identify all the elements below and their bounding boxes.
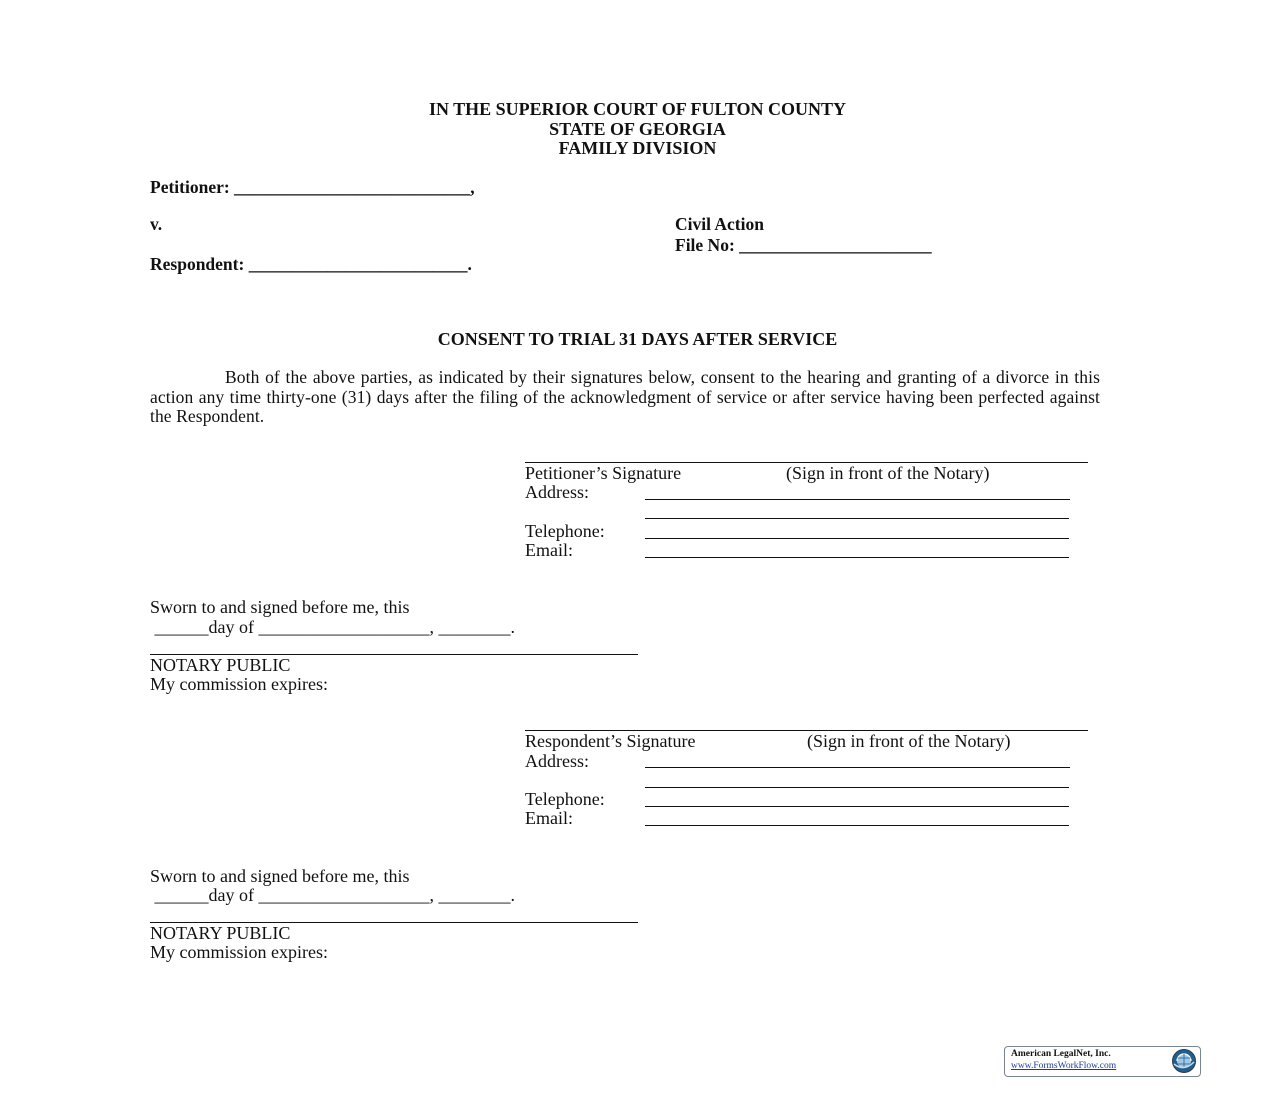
consent-paragraph xyxy=(150,368,1100,427)
petitioner-address-line-2 xyxy=(645,518,1069,519)
sworn-statement: Sworn to and signed before me, this xyxy=(150,866,410,886)
notary-public-label: NOTARY PUBLIC xyxy=(150,655,291,675)
notary-public-label: NOTARY PUBLIC xyxy=(150,923,291,943)
civil-action-label: Civil Action xyxy=(675,214,764,234)
respondent-email-line xyxy=(645,825,1069,826)
respondent-signature-label: Respondent’s Signature xyxy=(525,731,696,751)
respondent-email-label: Email: xyxy=(525,808,573,828)
petitioner-telephone-label: Telephone: xyxy=(525,521,605,541)
commission-expires-label: My commission expires: xyxy=(150,674,328,694)
respondent-address-label: Address: xyxy=(525,751,589,771)
respondent-telephone-line xyxy=(645,806,1069,807)
petitioner-address-label: Address: xyxy=(525,482,589,502)
document-title: CONSENT TO TRIAL 31 DAYS AFTER SERVICE xyxy=(437,329,838,349)
petitioner-email-line xyxy=(645,557,1069,558)
petitioner-email-label: Email: xyxy=(525,540,573,560)
division-name: FAMILY DIVISION xyxy=(558,138,717,158)
american-legalnet-logo[interactable] xyxy=(1004,1046,1201,1077)
respondent-address-line-1 xyxy=(645,767,1070,768)
file-no-line: File No: ______________________ xyxy=(675,235,932,255)
petitioner-address-line-1 xyxy=(645,499,1070,500)
versus-label: v. xyxy=(150,214,163,234)
petitioner-signature-label: Petitioner’s Signature xyxy=(525,463,682,483)
notary-date-line: ______day of ___________________, ________. xyxy=(150,617,515,637)
commission-expires-label: My commission expires: xyxy=(150,942,328,962)
respondent-line: Respondent: _________________________. xyxy=(150,254,472,274)
respondent-address-line-2 xyxy=(645,787,1069,788)
respondent-sign-note: (Sign in front of the Notary) xyxy=(807,731,1011,751)
petitioner-telephone-line xyxy=(645,538,1069,539)
sworn-statement: Sworn to and signed before me, this xyxy=(150,597,410,617)
court-name: IN THE SUPERIOR COURT OF FULTON COUNTY xyxy=(428,99,847,119)
logo-company-name: American LegalNet, Inc. xyxy=(1011,1049,1111,1059)
state-name: STATE OF GEORGIA xyxy=(549,119,726,139)
globe-icon xyxy=(1171,1048,1197,1074)
petitioner-line: Petitioner: ___________________________, xyxy=(150,177,475,197)
notary-date-line: ______day of ___________________, ________. xyxy=(150,885,515,905)
respondent-telephone-label: Telephone: xyxy=(525,789,605,809)
consent-text: Both of the above parties, as indicated by their signatures below, consent to the hearing and granting of a divorce in this action any time thirty-one (31) days after the filing of the acknowledgment of service or after service having been perfected against the Respondent. xyxy=(150,367,1100,426)
logo-url-link[interactable]: www.FormsWorkFlow.com xyxy=(1011,1061,1117,1071)
petitioner-sign-note: (Sign in front of the Notary) xyxy=(786,463,990,483)
